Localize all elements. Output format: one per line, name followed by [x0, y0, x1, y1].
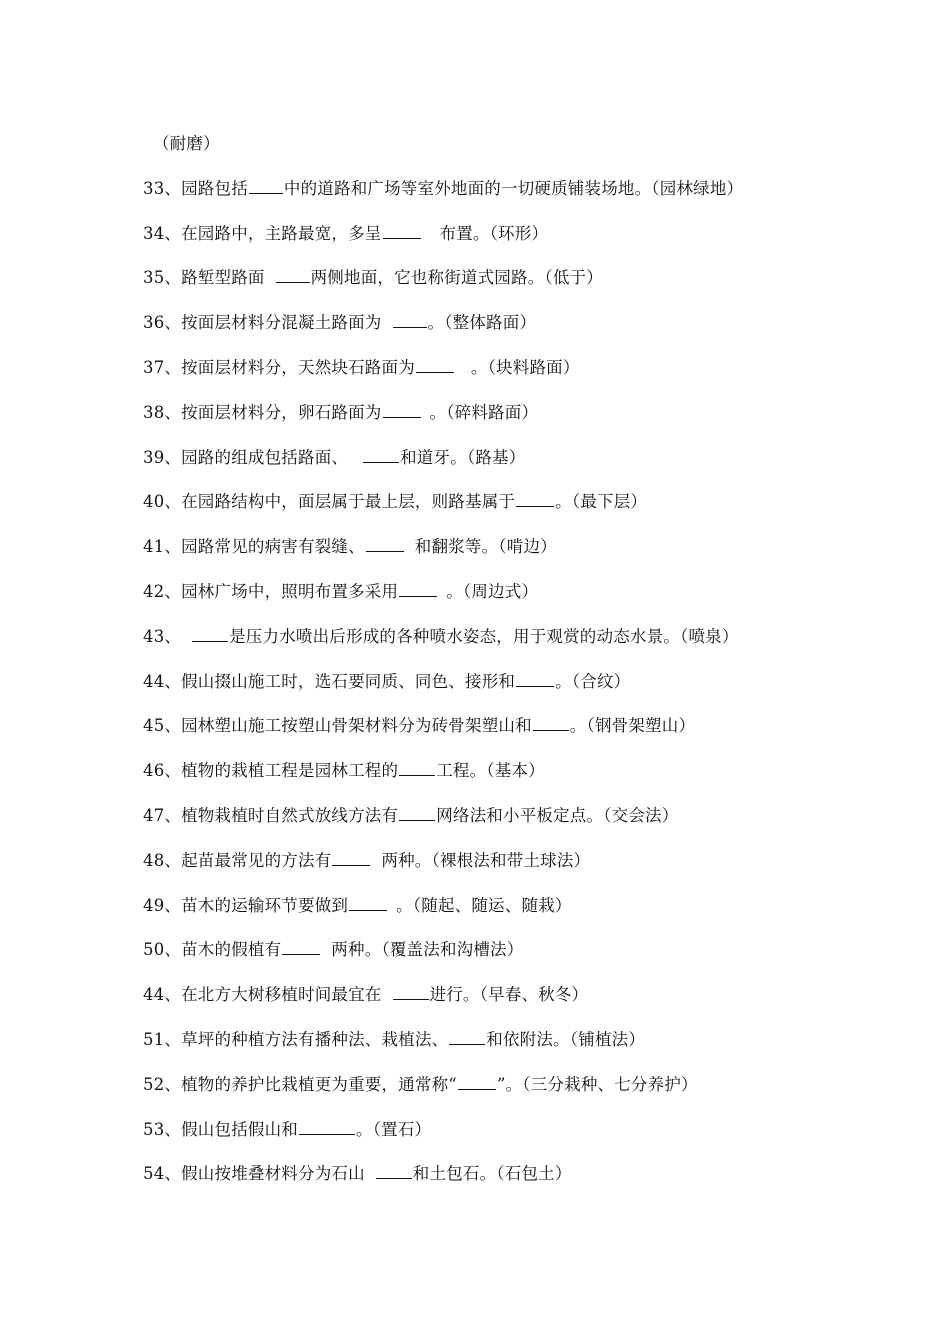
- answer-blank: [363, 444, 399, 463]
- answer-blank: [416, 354, 454, 373]
- answer-blank: [399, 802, 435, 821]
- answer-blank: [383, 220, 421, 239]
- question-49: [143, 892, 843, 937]
- line-text: 43、: [143, 626, 182, 646]
- line-text: 。（置石）: [356, 1119, 432, 1139]
- answer-blank: [458, 1071, 496, 1090]
- question-43: [143, 623, 843, 668]
- line-text: 52、植物的养护比栽植更为重要，通常称“: [143, 1074, 457, 1094]
- answer-blank: [282, 936, 320, 955]
- answer-blank: [299, 1116, 355, 1135]
- question-42: [143, 578, 843, 623]
- line-text: 网络法和小平板定点。（交会法）: [436, 805, 679, 825]
- question-37: [143, 354, 843, 399]
- question-40: [143, 488, 843, 533]
- answer-blank: [393, 309, 427, 328]
- answer-blank: [393, 981, 429, 1000]
- line-text: 35、路堑型路面: [143, 268, 265, 288]
- question-list: [143, 130, 843, 1205]
- question-35: [143, 264, 843, 309]
- line-text: 44、假山掇山施工时，选石要同质、同色、接形和: [143, 671, 516, 691]
- question-41: [143, 533, 843, 578]
- question-51: [143, 1026, 843, 1071]
- line-text: 44、在北方大树移植时间最宜在: [143, 985, 382, 1005]
- line-text: 。（块料路面）: [470, 357, 580, 377]
- line-text: 34、在园路中，主路最宽，多呈: [143, 223, 382, 243]
- line-text: 两种。（覆盖法和沟槽法）: [331, 940, 524, 960]
- line-text: 46、植物的栽植工程是园林工程的: [143, 761, 399, 781]
- line-text: 布置。（环形）: [439, 223, 549, 243]
- line-text: 37、按面层材料分，天然块石路面为: [143, 357, 415, 377]
- line-text: 54、假山按堆叠材料分为石山: [143, 1164, 365, 1184]
- line-text: 48、起苗最常见的方法有: [143, 850, 332, 870]
- question-52: [143, 1071, 843, 1116]
- line-text: ”。（三分栽种、七分养护）: [496, 1074, 698, 1094]
- answer-blank: [376, 1160, 412, 1179]
- line-text: 。（钢骨架塑山）: [569, 716, 696, 736]
- line-text: 49、苗木的运输环节要做到: [143, 895, 349, 915]
- question-48: [143, 847, 843, 892]
- text-line: [143, 130, 843, 175]
- answer-blank: [366, 533, 404, 552]
- line-text: 两种。（裸根法和带土球法）: [381, 850, 591, 870]
- question-44a: [143, 668, 843, 713]
- question-36: [143, 309, 843, 354]
- answer-blank: [349, 892, 387, 911]
- line-text: 和道牙。（路基）: [400, 447, 526, 467]
- line-text: 。（碎料路面）: [429, 402, 539, 422]
- line-text: 40、在园路结构中，面层属于最上层，则路基属于: [143, 492, 516, 512]
- line-text: 53、假山包括假山和: [143, 1119, 298, 1139]
- line-text: 42、园林广场中，照明布置多采用: [143, 581, 399, 601]
- answer-blank: [192, 623, 228, 642]
- line-text: 36、按面层材料分混凝土路面为: [143, 313, 382, 333]
- line-text: 。（整体路面）: [427, 313, 537, 333]
- question-50: [143, 936, 843, 981]
- line-text: 50、苗木的假植有: [143, 940, 282, 960]
- answer-blank: [276, 264, 310, 283]
- answer-blank: [332, 847, 370, 866]
- question-45: [143, 712, 843, 757]
- line-text: 和依附法。（铺植法）: [486, 1029, 646, 1049]
- line-text: 33、园路包括: [143, 178, 248, 198]
- question-44b: [143, 981, 843, 1026]
- line-text: 38、按面层材料分，卵石路面为: [143, 402, 382, 422]
- answer-blank: [533, 712, 569, 731]
- line-text: 。（最下层）: [555, 492, 648, 512]
- answer-blank: [399, 578, 437, 597]
- line-text: 是压力水喷出后形成的各种喷水姿态，用于观赏的动态水景。（喷泉）: [229, 626, 739, 646]
- question-39: [143, 444, 843, 489]
- line-text: 。（周边式）: [446, 581, 539, 601]
- line-text: （耐磨）: [153, 134, 220, 153]
- question-46: [143, 757, 843, 802]
- line-text: 和翻浆等。（啃边）: [414, 537, 557, 557]
- answer-blank: [516, 668, 554, 687]
- line-text: 45、园林塑山施工按塑山骨架材料分为砖骨架塑山和: [143, 716, 532, 736]
- line-text: 进行。（早春、秋冬）: [429, 985, 589, 1005]
- line-text: 47、植物栽植时自然式放线方法有: [143, 805, 399, 825]
- line-text: 两侧地面，它也称街道式园路。（低于）: [310, 268, 603, 288]
- line-text: 51、草坪的种植方法有播种法、栽植法、: [143, 1029, 449, 1049]
- line-text: 41、园路常见的病害有裂缝、: [143, 537, 365, 557]
- question-53: [143, 1116, 843, 1161]
- question-34: [143, 220, 843, 265]
- line-text: 中的道路和广场等室外地面的一切硬质铺装场地。（园林绿地）: [283, 178, 744, 198]
- line-text: 39、园路的组成包括路面、: [143, 447, 349, 467]
- answer-blank: [516, 488, 554, 507]
- question-54: [143, 1160, 843, 1205]
- question-38: [143, 399, 843, 444]
- answer-blank: [449, 1026, 485, 1045]
- line-text: 。（合纹）: [555, 671, 631, 691]
- answer-blank: [383, 399, 421, 418]
- question-47: [143, 802, 843, 847]
- question-33: [143, 175, 843, 220]
- line-text: 工程。（基本）: [436, 761, 545, 781]
- line-text: 和土包石。（石包土）: [412, 1164, 572, 1184]
- answer-blank: [399, 757, 435, 776]
- answer-blank: [249, 175, 283, 194]
- line-text: 。（随起、随运、随栽）: [396, 895, 572, 915]
